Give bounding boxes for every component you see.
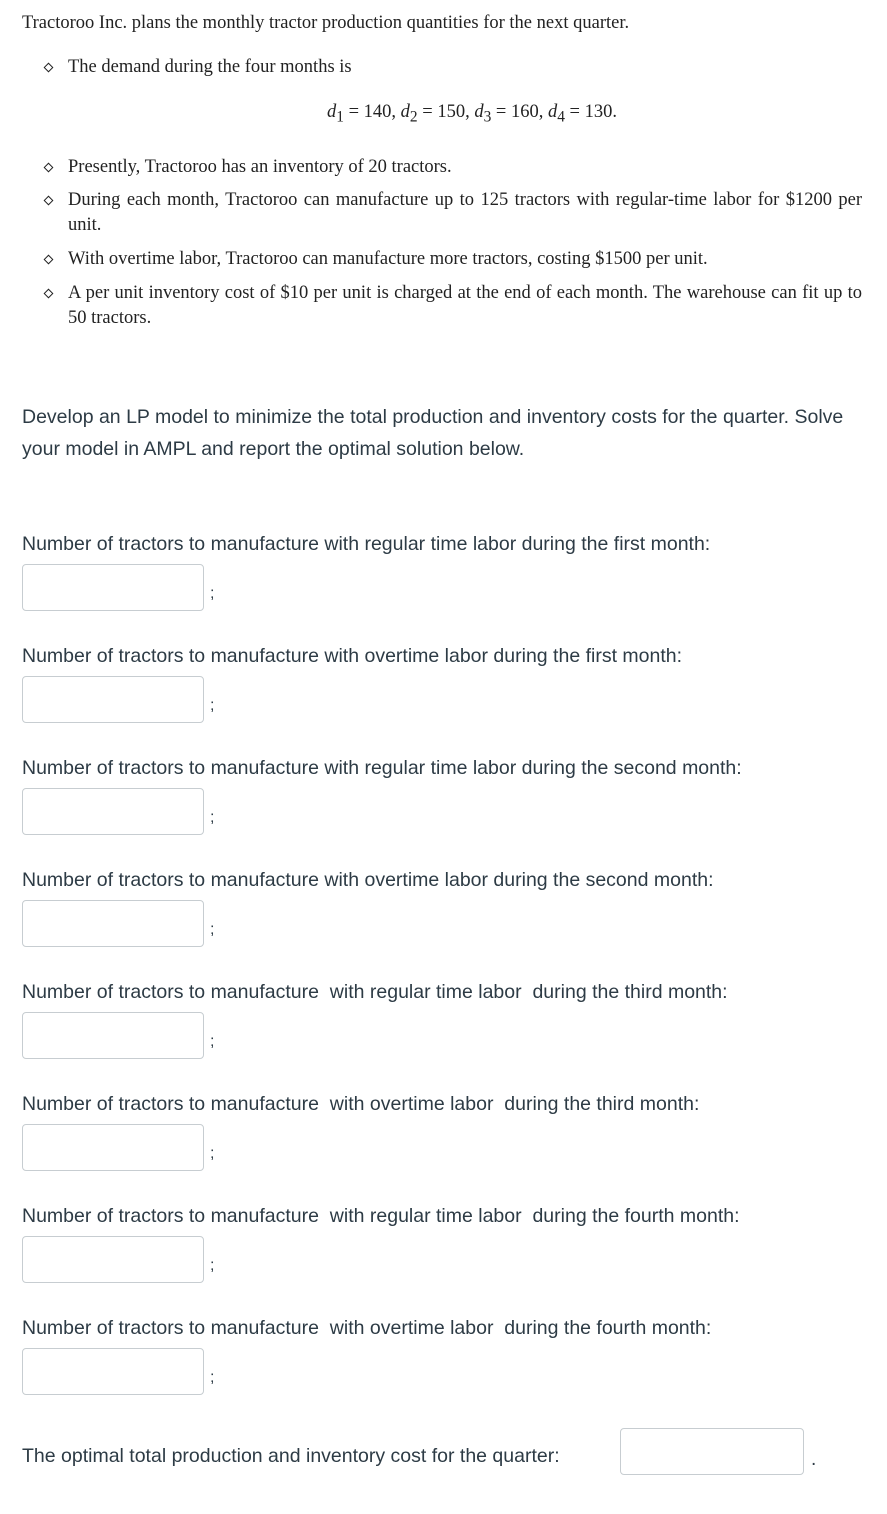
- question-label: Number of tractors to manufacture with regular time labor during the first month:: [22, 533, 711, 555]
- answer-input-regular-month-2[interactable]: [22, 788, 204, 835]
- answer-input-regular-month-3[interactable]: [22, 1012, 204, 1059]
- bullet-inventory: Presently, Tractoroo has an inventory of 20 tractors.: [68, 155, 862, 180]
- diamond-bullet-icon: [44, 254, 54, 264]
- question-label: Number of tractors to manufacture with regular time labor during the fourth month:: [22, 1205, 740, 1227]
- demand-term: $d_1 = 140$,: [327, 102, 401, 126]
- problem-bullets: [22, 55, 862, 80]
- answer-input-overtime-month-3[interactable]: [22, 1124, 204, 1171]
- separator: ;: [210, 809, 215, 826]
- bullet-regular-time: During each month, Tractoroo can manufacture up to 125 tractors with regular-time labor for $1200 per unit.: [68, 188, 862, 238]
- separator: ;: [210, 1145, 215, 1162]
- diamond-bullet-icon: [44, 288, 54, 298]
- total-cost-label: The optimal total production and inventory cost for the quarter:: [22, 1445, 560, 1467]
- separator: ;: [210, 697, 215, 714]
- diamond-bullet-icon: [44, 195, 54, 205]
- separator: ;: [210, 1033, 215, 1050]
- bullet-overtime: With overtime labor, Tractoroo can manufacture more tractors, costing $1500 per unit.: [68, 247, 862, 272]
- problem-bullets-2: [22, 155, 862, 331]
- answer-input-regular-month-1[interactable]: [22, 564, 204, 611]
- total-period: .: [811, 1449, 817, 1470]
- separator: ;: [210, 1369, 215, 1386]
- diamond-bullet-icon: [44, 162, 54, 172]
- problem-intro: Tractoroo Inc. plans the monthly tractor production quantities for the next quarter.: [22, 13, 630, 33]
- separator: ;: [210, 585, 215, 602]
- demand-term: $d_2 = 150$,: [400, 102, 475, 126]
- demand-term: $d_4 = 130$.: [547, 102, 617, 126]
- question-label: Number of tractors to manufacture with regular time labor during the second month:: [22, 757, 742, 779]
- question-label: Number of tractors to manufacture with overtime labor during the first month:: [22, 645, 683, 667]
- separator: ;: [210, 921, 215, 938]
- question-label: Number of tractors to manufacture with overtime labor during the second month:: [22, 869, 714, 891]
- separator: ;: [210, 1257, 215, 1274]
- answer-input-overtime-month-1[interactable]: [22, 676, 204, 723]
- demand-formula: [22, 99, 862, 131]
- answer-input-overtime-month-2[interactable]: [22, 900, 204, 947]
- bullet-demand: [68, 55, 862, 80]
- answer-input-overtime-month-4[interactable]: [22, 1348, 204, 1395]
- question-label: Number of tractors to manufacture with regular time labor during the third month:: [22, 981, 728, 1003]
- demand-text: The demand during the four months is: [68, 57, 352, 77]
- diamond-bullet-icon: [44, 63, 54, 73]
- question-label: Number of tractors to manufacture with overtime labor during the fourth month:: [22, 1317, 712, 1339]
- bullet-holding-cost: A per unit inventory cost of $10 per unit is charged at the end of each month. The warehouse can fit up to 50 tractors.: [68, 281, 862, 331]
- question-label: Number of tractors to manufacture with overtime labor during the third month:: [22, 1093, 700, 1115]
- answer-input-regular-month-4[interactable]: [22, 1236, 204, 1283]
- problem-statement: [22, 10, 862, 331]
- instructions: Develop an LP model to minimize the total production and inventory costs for the quarter. Solve your model in AMPL and report the optimal solution below.: [22, 406, 844, 460]
- total-cost-input[interactable]: [620, 1428, 804, 1475]
- demand-term: $d_3 = 160$,: [474, 102, 548, 126]
